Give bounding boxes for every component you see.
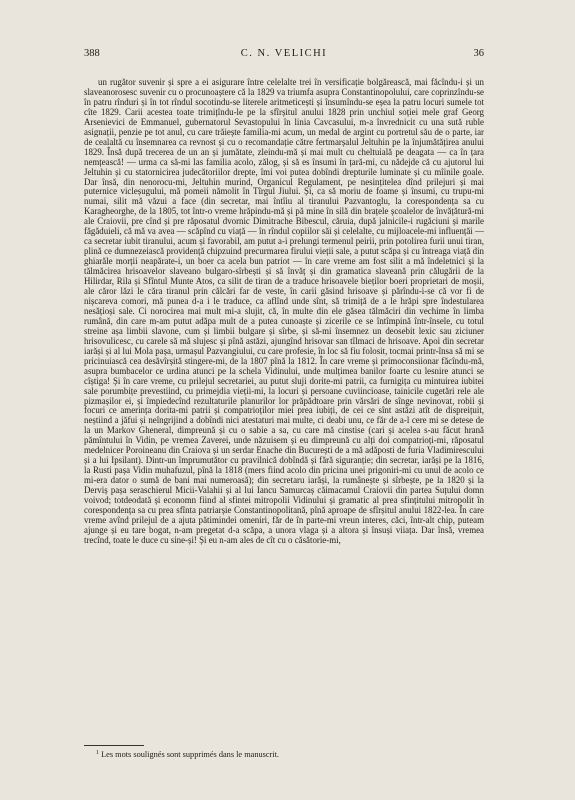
page-header xyxy=(84,48,484,62)
footnote-divider xyxy=(84,745,144,746)
footnote-marker: 1 xyxy=(96,750,99,756)
header-right-number: 36 xyxy=(473,48,484,59)
footnote-text: Les mots soulignés sont supprimés dans le manuscrit. xyxy=(101,750,279,759)
running-title: C. N. VELICHI xyxy=(240,48,328,59)
footnote xyxy=(96,750,476,759)
page-number: 388 xyxy=(84,48,100,59)
body-paragraph: un rugător suvenir și spre a ei asigurare între celelalte trei în versificație bolgărească, mai făcîndu-i și un slaveanorosesc suvenir cu o procunoaștere că la 1829 va triumfa asupra Constantinopolului, care coprinzîndu-se în patru rînduri și în tot rîndul socotindu-se literele aritmeticești și însumîndu-se eșea la patru locuri sumele tot cîte 1829. Carii acestea toate trimițîndu-le pe la sfîrșitul anului 1828 prin unchiul soției mele graf Georg Arsenievici de Emmanuel, gubernatorul Sevastopului în linia Cavcasului, m-a învrednicit cu una sută ruble asignații, penzie pe tot anul, cu care trăiește familia-mi acum, un medal de argint cu portretul său de o parte, iar de cealaltă cu însemnarea ca revnost și cu o recomandație către fertmarșalul Jeltuhin pe la înjumătățirea anului 1829. Însă după trecerea de un an și jumătate, zleindu-mă și mai mult cu cheltuială pe deagata — ca în țara nemțească! — urma ca să-mi las familia acolo, zălog, și să es însumi în țară-mi, cu nădejde că cu ajutorul lui Jeltuhin și cu statornicirea judecătoriilor drepte, îmi voi putea dobîndi drepturile luminate și cu mîinile goale. Dar însă, din nenorocu-mi, Jeltuhin murind, Organicul Regulament, pe nesințitelea dînd prilejuri și mai puternice vicleșugului, mă pomeii nămolit în Tîrgul Jiului. Și, ca să moriu de foame și însumi, cu trupu-mi numai, silit mă văzui a face (din secretar, mai întîiu al tiranului Pazvantoglu, la corespondența sa cu Karagheorghe, de la 1805, tot într-o vreme hrăpindu-mă și pă mine în silă din brațele școalelor de învățătură-mi ale Craiovii, pre cînd și pre răposatul dvornic Dimitrache Bibescul, căruia, după jalnicile-i rugăciuni și marile făgăduieli, că mă va avea — scăpînd cu viață — în rîndul copiilor săi și celelalte, cu mijloacele-mi influențăi — ca secretar iubit tiranului, acum și favorabil, am putut a-i prelungi termenul peirii, prin potolirea furii unui tiran, plină ce dumnezeiască providență chipzuind precurmarea firului vieții sale, a putut scăpa și cu întreaga viață din ghiarăle morții neapărate-i, un boer ca acela bun patriot — în care vreme am fost silit a mă îndeletnici și la tălmăcirea hrisoavelor slaveano bulgaro-sîrbești și să învăț și din gramatica slaveană prin călugării de la Hilirdar, Rila și Sfîntul Munte Atos, ca silit de tiran de a traduce hrisoavele bieților boeri proprietari de moșii, ale căror lăzi le căra tiranul prin călcări far de veste, în carii găsind hrisoave și părîndu-i-se că vor fi de nișcareva comori, mă punea d-a i le traduce, ca aflînd unde sînt, să trimiță de a le hrăpi spre îndestularea nesățioși sale. Ci norocirea mai mult mi-a slujit, că, în multe din ele găsea tălmăciri din vechime în limba rumână, din care m-am putut adăpa mult de a putea cunoaște și zicerile ce se întîmpină într-însele, cu totul streine așa limbii slavone, cum și limbii bulgare și sîrbe, și să-mi însemnez un deosebit lexic sau ziciuner hrisovulicesc, cu carele să mă slujesc și pînă astăzi, ajungînd hrisovar san tîlmaci de hrisoave. Apoi din secretar iarăși și al lui Mola pașa, urmașul Pazvangiului, cu care profesie, în loc să fiu folosit, tocmai printr-însa să mi se pricinuiască cea desăvîrșită stingere-mi, de la 1807 pînă la 1812. În care vreme și primoconsiionar făcîndu-mă, asupra bumbacelor ce urdina atunci pe la schela Vidinului, unde mulțimea banilor foarte cu lesnire atunci se cîștiga! Și în care vreme, cu prilejul secretariei, au putut sluji dorite-mi patrii, ca furnigița cu mintuirea iubitei sale porumbițe prevestiind, cu primejdia vieții-mi, la locuri și persoane cuviincioase, tainicile cugetări rele ale pizmașilor ei, și împiedecînd rezultaturile planurilor lor prăpădtoare prin vărsări de sînge nevinovat, robii și focuri ce amerința dorita-mi patrii și compatrioților miei prea iubiți, de cei ce sînt astăzi atît de dispreițuit, neștiind a jăfui și neîngrijind a dobîndi nici atestaturi mai multe, ci deabi unu, ce făr de a-l cere mi se detese de la un Markov Gheneral, dimpreună și cu o sabie a sa, cu care mă cinstise (cari și acelea s-au făcut hrană pămîntului în Vidin, pe vremea Zaverei, unde năzuisem și eu dimpreună cu alți doi compatrioți-mi, răposatul medelnicer Poroineanu din Craiova și un serdar Enache din București de a mă adăposti de furia Vladimirescului și a lui Ipsilant). Dintr-un împrumutător cu pravilnică dobîndă și fără siguranție; din secretar, iarăși pe la 1816, la Rusti pașa Vidin muhafuzul, pînă la 1818 (mers fiind acolo din pricina unei prigoniri-mi cu unul de acolo ce mi-era dator o sumă de bani mai numeroasă); din secretaru iarăși, la rumânește și sîrbește, pe la 1820 și la Derviș pașa seraschierul Micii-Valahii și al lui Iancu Samurcaș căimacamul Craiovii din partea Suțului domn voivod; totdeodată și economn fiind al sfintei mitropolii Vidinului și gramatic al prea sfințitului mitropolit în corespondența sa cu prea sfînta patriarșie Constantinopolitană, pînă aproape de sfîrșitul anului 1822-lea. În care vreme avînd prilejul de a ajuta pătimindei omeniri, făr de în parte-mi vreun interes, căci, într-alt chip, puteam ajunge și eu tare bogat, n-am pregetat d-a scăpa, a unora vlaga și a altora și însuși viiața. Dar însă, vremea trecînd, toate le duce cu sine-și! Și eu n-am ales de cît cu o căsătorie-mi, xyxy=(84,77,484,545)
